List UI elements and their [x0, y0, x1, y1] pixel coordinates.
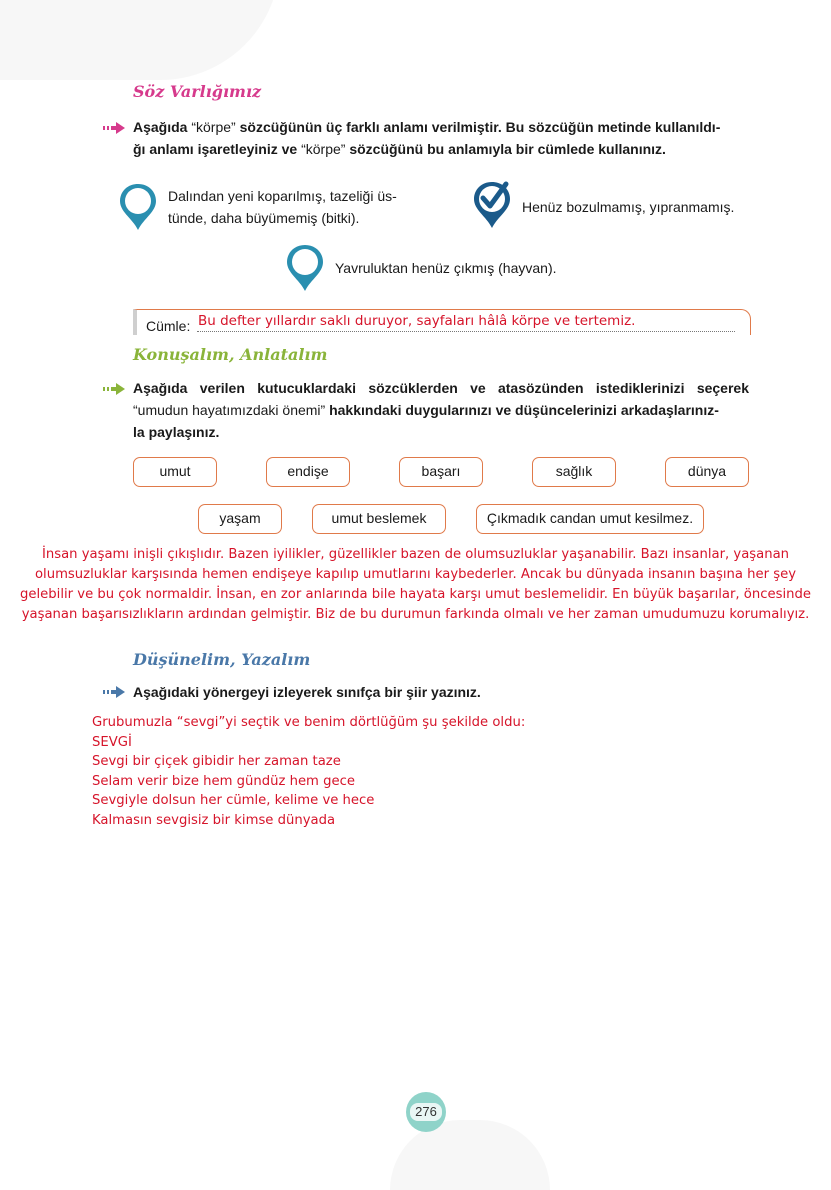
- checked-pin-icon[interactable]: [472, 180, 512, 230]
- section-title-konusalim: Konuşalım, Anlatalım: [133, 345, 328, 364]
- background-shape: [0, 0, 280, 80]
- section-title-dusunelim: Düşünelim, Yazalım: [133, 650, 311, 669]
- arrow-icon: [103, 383, 125, 395]
- word-box-proverb[interactable]: Çıkmadık candan umut kesilmez.: [476, 504, 704, 534]
- word-box-umut-beslemek[interactable]: umut beslemek: [312, 504, 446, 534]
- sentence-answer[interactable]: Bu defter yıllardır saklı duruyor, sayfaları hâlâ körpe ve tertemiz.: [198, 313, 636, 329]
- page-number-badge: [406, 1092, 446, 1132]
- word-box-basari[interactable]: başarı: [399, 457, 483, 487]
- background-shape: [390, 1120, 550, 1190]
- instruction-text: Aşağıda verilen kutucuklardaki sözcüklerden ve atasözünden istediklerinizi seçerek “umudun hayatımızdaki önemi” hakkındaki duygularınızı ve düşüncelerinizi arkadaşlarınız- la paylaşınız.: [133, 380, 749, 440]
- meaning-2: Henüz bozulmamış, yıpranmamış.: [522, 199, 735, 215]
- instruction-text: Aşağıdaki yönergeyi izleyerek sınıfça bir şiir yazınız.: [133, 684, 481, 700]
- page-number: 276: [410, 1103, 442, 1121]
- arrow-icon: [103, 686, 125, 698]
- poem-answer[interactable]: Grubumuzla “sevgi”yi seçtik ve benim dörtlüğüm şu şekilde oldu: SEVGİ Sevgi bir çiçek gibidir her zaman taze Selam verir bize hem gündüz hem gece Sevgiyle dolsun her cümle, kelime ve hece Kalmasın sevgisiz bir kimse dünyada: [92, 715, 526, 828]
- word-box-yasam[interactable]: yaşam: [198, 504, 282, 534]
- arrow-icon: [103, 122, 125, 134]
- section-title-soz-varligimiz: Söz Varlığımız: [133, 82, 262, 101]
- answer-paragraph[interactable]: İnsan yaşamı inişli çıkışlıdır. Bazen iyilikler, güzellikler bazen de olumsuzluklar yaşanabilir. Bazı insanlar, yaşanan olumsuzluklar karşısında hemen endişeye kapılıp umutlarını kaybederler. Ancak bu dünyada insanın başına her şey gelebilir ve bu çok normaldir. İnsan, en zor anlarında bile hayata karşı umut beslemelidir. En büyük başarılar, öncesinde yaşanan başarısızlıkların ardından gelmiştir. Biz de bu durumun farkında olmalı ve her zaman umudumuzu korumalıyız.: [20, 547, 811, 622]
- word-box-dunya[interactable]: dünya: [665, 457, 749, 487]
- meaning-1: Dalından yeni koparılmış, tazeliği üs- tünde, daha büyümemiş (bitki).: [168, 188, 397, 226]
- word-box-endise[interactable]: endişe: [266, 457, 350, 487]
- meaning-3: Yavruluktan henüz çıkmış (hayvan).: [335, 260, 557, 276]
- sentence-label: Cümle:: [146, 318, 191, 334]
- location-pin-icon[interactable]: [285, 243, 325, 293]
- instruction-text: Aşağıda “körpe” sözcüğünün üç farklı anlamı verilmiştir. Bu sözcüğün metinde kullanıldı- ğı anlamı işaretleyiniz ve “körpe” sözcüğünü bu anlamıyla bir cümlede kullanınız.: [133, 119, 721, 157]
- sentence-dotted-line: [197, 330, 735, 332]
- location-pin-icon[interactable]: [118, 182, 158, 232]
- word-box-saglik[interactable]: sağlık: [532, 457, 616, 487]
- word-box-umut[interactable]: umut: [133, 457, 217, 487]
